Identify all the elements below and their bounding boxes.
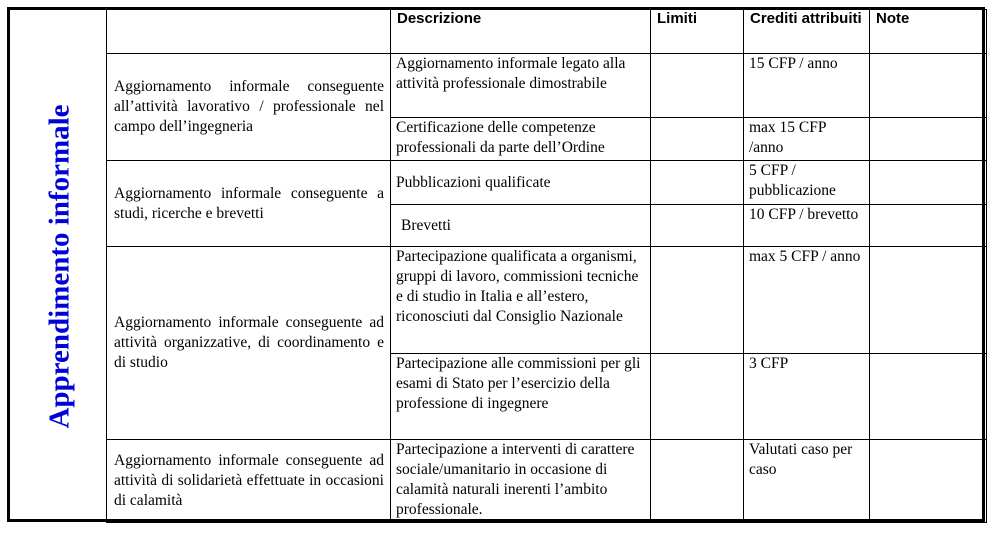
limiti-cell xyxy=(651,205,744,247)
note-cell xyxy=(870,161,987,205)
category-cell: Aggiornamento informale conseguente a studi, ricerche e brevetti xyxy=(107,161,391,247)
descrizione-cell: Partecipazione qualificata a organismi, gruppi di lavoro, commissioni tecniche e di studio in Italia e all’estero, riconosciuti dal Consiglio Nazionale xyxy=(391,247,651,354)
header-limiti: Limiti xyxy=(651,10,744,54)
crediti-cell: 10 CFP / brevetto xyxy=(744,205,870,247)
category-cell: Aggiornamento informale conseguente ad attività organizzative, di coordinamento e di studio xyxy=(107,247,391,440)
header-row xyxy=(107,10,987,54)
table-row xyxy=(107,54,987,118)
crediti-cell: max 5 CFP / anno xyxy=(744,247,870,354)
limiti-cell xyxy=(651,354,744,440)
header-descrizione: Descrizione xyxy=(391,10,651,54)
category-cell: Aggiornamento informale conseguente ad attività di solidarietà effettuate in occasioni di calamità xyxy=(107,440,391,523)
descrizione-cell: Aggiornamento informale legato alla attività professionale dimostrabile xyxy=(391,54,651,118)
crediti-cell: max 15 CFP /anno xyxy=(744,118,870,161)
limiti-cell xyxy=(651,440,744,523)
note-cell xyxy=(870,354,987,440)
limiti-cell xyxy=(651,118,744,161)
descrizione-cell: Pubblicazioni qualificate xyxy=(391,161,651,205)
header-note: Note xyxy=(870,10,987,54)
table-row xyxy=(107,161,987,205)
note-cell xyxy=(870,440,987,523)
descrizione-cell: Partecipazione a interventi di carattere sociale/umanitario in occasione di calamità naturali inerenti l’ambito professionale. xyxy=(391,440,651,523)
credits-table xyxy=(106,9,987,523)
note-cell xyxy=(870,205,987,247)
note-cell xyxy=(870,247,987,354)
header-blank xyxy=(107,10,391,54)
note-cell xyxy=(870,118,987,161)
crediti-cell: Valutati caso per caso xyxy=(744,440,870,523)
limiti-cell xyxy=(651,161,744,205)
crediti-cell: 5 CFP / pubblicazione xyxy=(744,161,870,205)
header-crediti: Crediti attribuiti xyxy=(744,10,870,54)
note-cell xyxy=(870,54,987,118)
side-label xyxy=(15,11,105,521)
descrizione-cell: Brevetti xyxy=(391,205,651,247)
limiti-cell xyxy=(651,247,744,354)
table-row xyxy=(107,247,987,354)
limiti-cell xyxy=(651,54,744,118)
descrizione-cell: Partecipazione alle commissioni per gli esami di Stato per l’esercizio della professione di ingegnere xyxy=(391,354,651,440)
crediti-cell: 3 CFP xyxy=(744,354,870,440)
category-cell: Aggiornamento informale conseguente all’attività lavorativo / professionale nel campo dell’ingegneria xyxy=(107,54,391,161)
crediti-cell: 15 CFP / anno xyxy=(744,54,870,118)
side-label-text: Apprendimento informale xyxy=(43,103,76,429)
descrizione-cell: Certificazione delle competenze professionali da parte dell’Ordine xyxy=(391,118,651,161)
table-row xyxy=(107,440,987,523)
